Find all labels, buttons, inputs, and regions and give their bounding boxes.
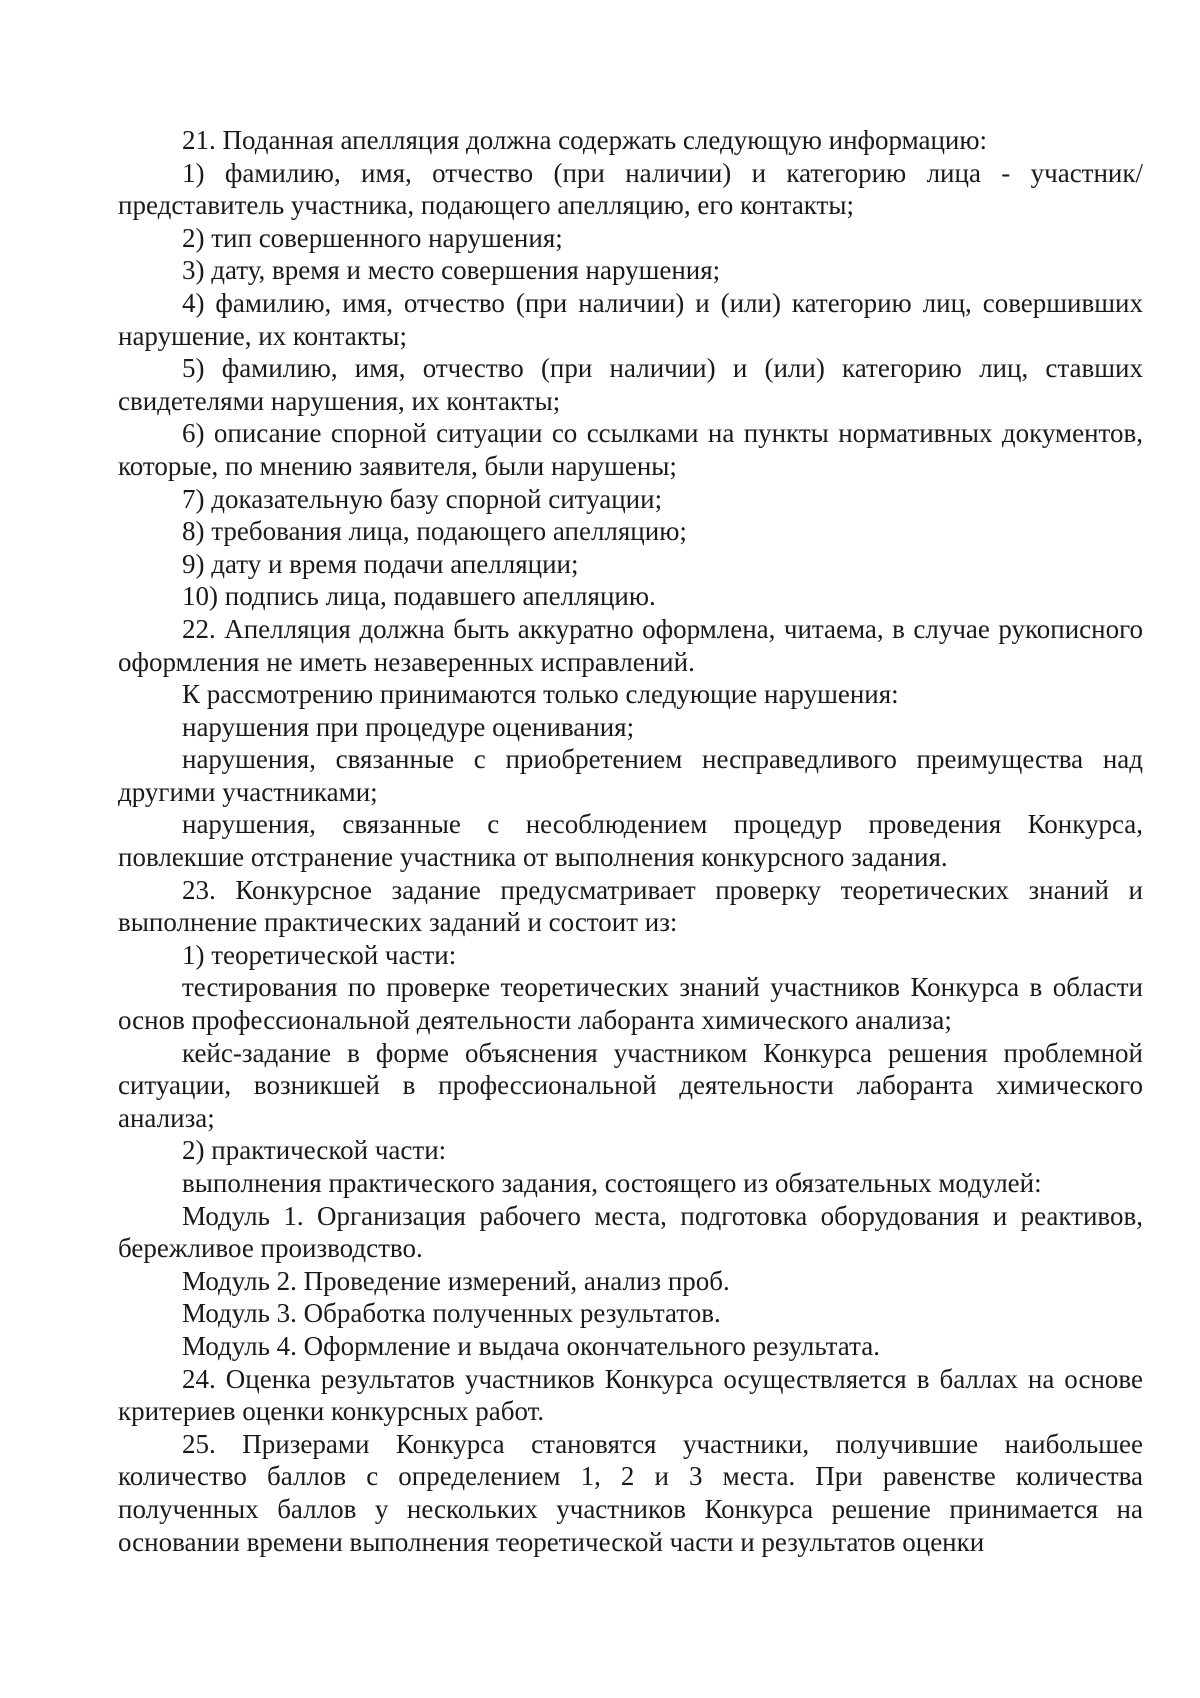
item-9-submission-time: 9) дату и время подачи апелляции; (182, 548, 579, 579)
item-7-evidence: 7) доказательную базу спорной ситуации; (182, 483, 663, 514)
module-3: Модуль 3. Обработка полученных результатов. (182, 1298, 721, 1329)
item-2-violation-type: 2) тип совершенного нарушения; (182, 222, 563, 253)
violation-procedure: нарушения, связанные с несоблюдением процедур проведения Конкурса, повлекшие отстранение участника от выполнения конкурсного задания. (118, 809, 1143, 873)
theoretical-part: 1) теоретической части: (182, 939, 457, 970)
item-3-date-place: 3) дату, время и место совершения нарушения; (182, 255, 721, 286)
accepted-violations-intro: К рассмотрению принимаются только следующие нарушения: (182, 679, 899, 710)
item-1-applicant: 1) фамилию, имя, отчество (при наличии) и категорию лица - участник/представитель участника, подающего апелляцию, его контакты; (118, 157, 1143, 221)
case-task: кейс-задание в форме объяснения участником Конкурса решения проблемной ситуации, возникшей в профессиональной деятельности лаборанта химического анализа; (118, 1037, 1143, 1133)
module-2: Модуль 2. Проведение измерений, анализ проб. (182, 1265, 730, 1296)
violation-unfair-advantage: нарушения, связанные с приобретением несправедливого преимущества над другими участниками; (118, 744, 1143, 807)
paragraph-24: 24. Оценка результатов участников Конкурса осуществляется в баллах на основе критериев оценки конкурсных работ. (118, 1363, 1143, 1427)
paragraph-21-heading: 21. Поданная апелляция должна содержать следующую информацию: (182, 125, 988, 155)
violation-evaluation: нарушения при процедуре оценивания; (182, 711, 635, 742)
item-5-witnesses: 5) фамилию, имя, отчество (при наличии) и (или) категорию лиц, ставших свидетелями нарушения, их контакты; (118, 353, 1143, 416)
item-4-violators: 4) фамилию, имя, отчество (при наличии) и (или) категорию лиц, совершивших нарушение, их контакты; (118, 287, 1143, 351)
practical-task-modules: выполнения практического задания, состоящего из обязательных модулей: (182, 1168, 1042, 1198)
item-8-requirements: 8) требования лица, подающего апелляцию; (182, 516, 687, 547)
module-4: Модуль 4. Оформление и выдача окончательного результата. (182, 1330, 880, 1361)
item-6-description: 6) описание спорной ситуации со ссылками на пункты нормативных документов, которые, по мнению заявителя, были нарушены; (118, 418, 1143, 481)
testing: тестирования по проверке теоретических знаний участников Конкурса в области основ профессиональной деятельности лаборанта химического анализа; (118, 972, 1143, 1036)
item-10-signature: 10) подпись лица, подавшего апелляцию. (182, 581, 656, 612)
paragraph-23: 23. Конкурсное задание предусматривает проверку теоретических знаний и выполнение практических заданий и состоит из: (118, 874, 1143, 938)
module-1: Модуль 1. Организация рабочего места, подготовка оборудования и реактивов, бережливое производство. (118, 1200, 1143, 1264)
practical-part: 2) практической части: (182, 1135, 447, 1166)
document-body (118, 124, 1143, 1558)
paragraph-25: 25. Призерами Конкурса становятся участники, получившие наибольшее количество баллов с определением 1, 2 и 3 места. При равенстве количества полученных баллов у нескольких участников Конкурса решение принимается на основании времени выполнения теоретической части и результатов оценки (118, 1428, 1143, 1557)
paragraph-22: 22. Апелляция должна быть аккуратно оформлена, читаема, в случае рукописного оформления не иметь незаверенных исправлений. (118, 613, 1143, 677)
